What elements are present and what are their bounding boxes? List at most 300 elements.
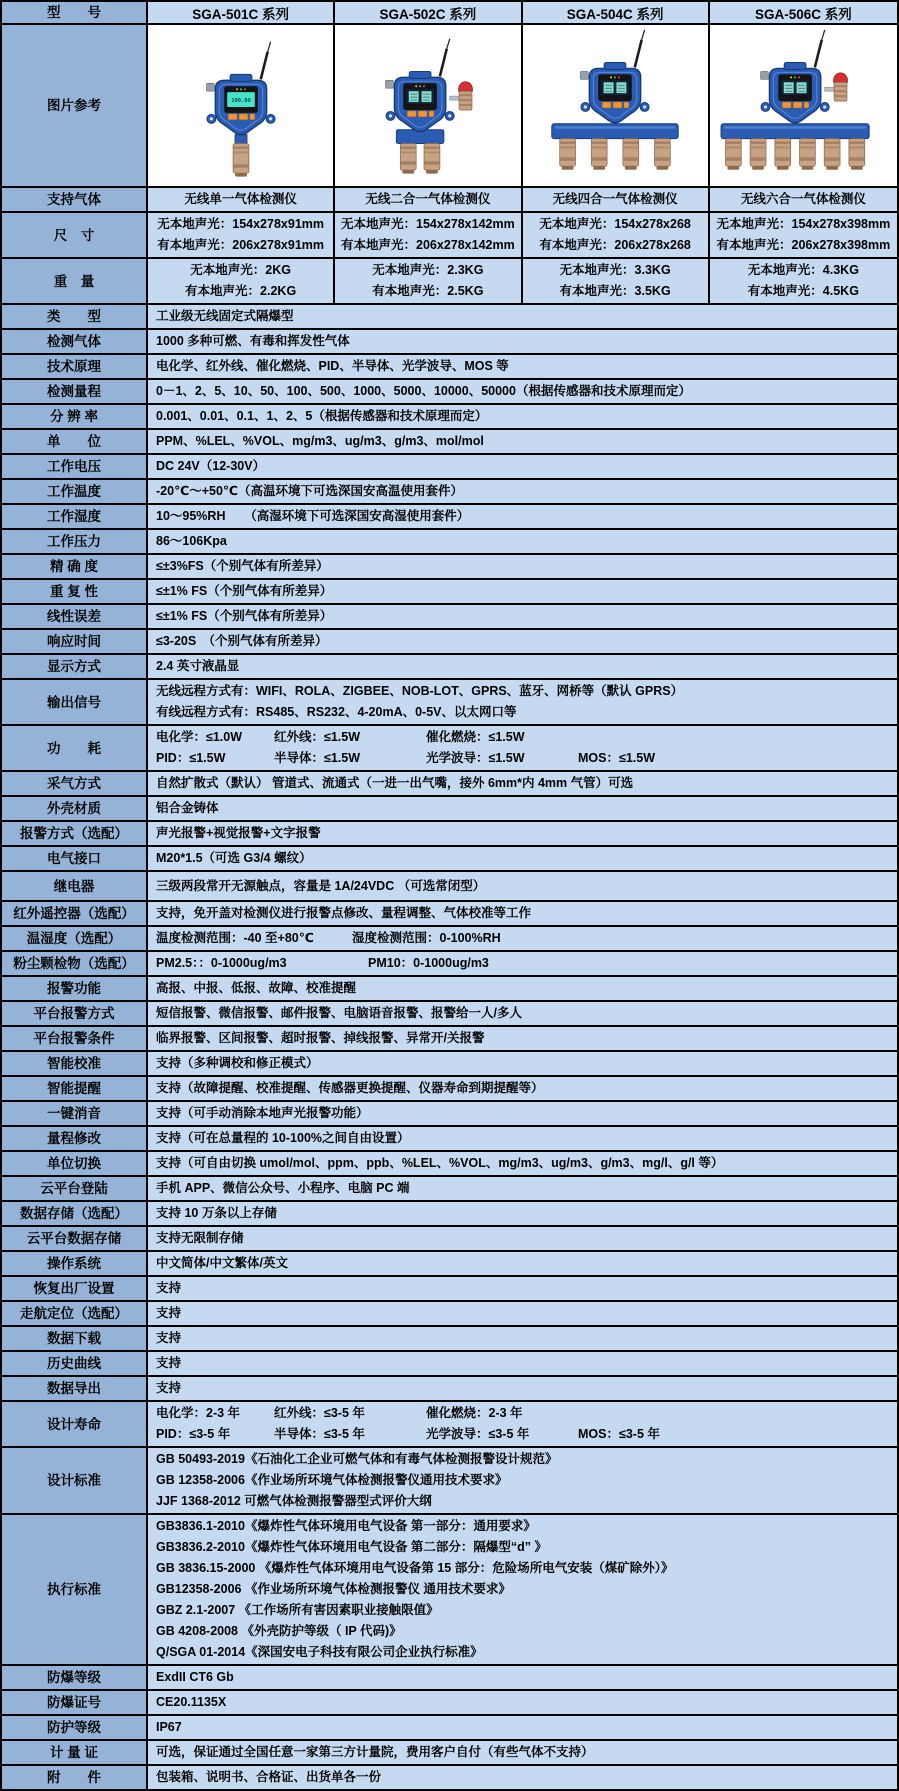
- value-segment: 手机 APP、微信公众号、小程序、电脑 PC 端: [156, 1181, 410, 1195]
- value-segment: GB 12358-2006《作业场所环境气体检测报警仪通用技术要求》: [156, 1473, 508, 1487]
- value-line: [156, 556, 329, 577]
- value-cell-explosion-proof-grade: [148, 1666, 897, 1689]
- spec-row-repeatability: [2, 580, 897, 605]
- antenna-icon: [635, 40, 642, 68]
- value-cell-weight-model-2: [335, 259, 522, 303]
- value-cell-cloud-login: [148, 1177, 897, 1200]
- row-label-support-gas: 支持气体: [2, 188, 148, 211]
- value-cell-working-humidity: [148, 505, 897, 528]
- spec-row-ir-remote: [2, 902, 897, 927]
- value-line: [156, 848, 312, 869]
- value-segment: 支持: [156, 1331, 182, 1345]
- row-label-explosion-proof-cert: 防爆证号: [2, 1691, 148, 1714]
- spec-row-cloud-storage: [2, 1227, 897, 1252]
- value-cell-alarm-mode: [148, 822, 897, 845]
- spec-row-explosion-proof-cert: [2, 1691, 897, 1716]
- spec-row-linearity-error: [2, 605, 897, 630]
- spec-row-os: [2, 1252, 897, 1277]
- row-label-alarm-mode: 报警方式（选配）: [2, 822, 148, 845]
- value-cell-display-mode: [148, 655, 897, 678]
- spec-row-factory-reset: [2, 1277, 897, 1302]
- detector-illustration-SGA-501C: [148, 27, 334, 186]
- model-name-sga-501c: SGA-501C 系列: [148, 2, 335, 23]
- value-segment: DC 24V（12-30V）: [156, 459, 266, 473]
- spec-row-unit: [2, 430, 897, 455]
- value-line: [156, 1621, 402, 1642]
- row-label-shell-material: 外壳材质: [2, 797, 148, 820]
- value-line: [156, 656, 239, 677]
- value-cell-factory-reset: [148, 1277, 897, 1300]
- value-cell-temp-humidity: [148, 927, 897, 950]
- row-label-dimensions: 尺 寸: [2, 213, 148, 257]
- row-label-temp-humidity: 温湿度（选配）: [2, 927, 148, 950]
- value-line: 有本地声光：206x278x91mm: [157, 238, 324, 252]
- spec-row-shell-material: [2, 797, 897, 822]
- spec-row-tech-principle: [2, 355, 897, 380]
- value-line: 有本地声光：2.2KG: [185, 284, 297, 298]
- value-segment: GB12358-2006 《作业场所环境气体检测报警仪 通用技术要求》: [156, 1582, 511, 1596]
- value-line: [156, 1558, 673, 1579]
- value-segment: GB 4208-2008 《外壳防护等级（ IP 代码)》: [156, 1624, 402, 1638]
- value-segment: CE20.1135X: [156, 1695, 227, 1709]
- spec-row-dimensions: [2, 213, 897, 259]
- row-label-navigation-location: 走航定位（选配）: [2, 1302, 148, 1325]
- row-label-range-modify: 量程修改: [2, 1127, 148, 1150]
- value-segment: 10～95%RH （高湿环境下可选深国安高湿使用套件）: [156, 509, 470, 523]
- spec-row-unit-switch: [2, 1152, 897, 1177]
- value-line: 无线二合一气体检测仪: [365, 192, 491, 206]
- value-line: 无线四合一气体检测仪: [552, 192, 678, 206]
- spec-row-support-gas: [2, 188, 897, 213]
- value-cell-type: [148, 305, 897, 328]
- value-cell-dimensions-model-3: [523, 213, 710, 257]
- value-segment: ≤±3%FS（个别气体有所差异）: [156, 559, 329, 573]
- value-line: 有本地声光：206x278x142mm: [341, 238, 515, 252]
- value-segment: 电化学、红外线、催化燃烧、PID、半导体、光学波导、MOS 等: [156, 359, 509, 373]
- row-label-detect-gas: 检测气体: [2, 330, 148, 353]
- value-line: [156, 431, 484, 452]
- row-label-working-temp: 工作温度: [2, 480, 148, 503]
- value-line: [156, 1378, 181, 1399]
- value-line: 无本地声光：2KG: [190, 263, 291, 277]
- value-cell-accuracy: [148, 555, 897, 578]
- row-label-data-storage: 数据存储（选配）: [2, 1202, 148, 1225]
- value-line: 有本地声光：3.5KG: [559, 284, 671, 298]
- value-cell-support-gas-model-3: [523, 188, 710, 211]
- value-cell-working-temp: [148, 480, 897, 503]
- value-cell-platform-alarm-condition: [148, 1027, 897, 1050]
- spec-row-working-humidity: [2, 505, 897, 530]
- detector-image-cell-2: [335, 25, 522, 186]
- value-segment: GBZ 2.1-2007 《工作场所有害因素职业接触限值》: [156, 1603, 439, 1617]
- value-segment: PM2.5：：0-1000ug/m3: [156, 956, 287, 970]
- value-segment: 86～106Kpa: [156, 534, 227, 548]
- spec-row-alarm-mode: [2, 822, 897, 847]
- value-cell-design-standard: [148, 1448, 897, 1513]
- spec-row-one-key-mute: [2, 1102, 897, 1127]
- row-label-history-curve: 历史曲线: [2, 1352, 148, 1375]
- value-segment: M20*1.5（可选 G3/4 螺纹）: [156, 851, 312, 865]
- value-segment: 支持: [156, 1381, 182, 1395]
- antenna-icon: [260, 52, 267, 80]
- value-line: [156, 1470, 507, 1491]
- value-line: [156, 331, 350, 352]
- value-segment: 支持（故障提醒、校准提醒、传感器更换提醒、仪器寿命到期提醒等）: [156, 1081, 544, 1095]
- value-line: 有本地声光：4.5KG: [747, 284, 859, 298]
- value-segment: ExdII CT6 Gb: [156, 1670, 234, 1684]
- row-label-cloud-login: 云平台登陆: [2, 1177, 148, 1200]
- value-cell-execution-standard: [148, 1515, 897, 1664]
- spec-row-data-storage: [2, 1202, 897, 1227]
- value-cell-cloud-storage: [148, 1227, 897, 1250]
- spec-row-sampling-mode: [2, 772, 897, 797]
- row-label-design-standard: 设计标准: [2, 1448, 148, 1513]
- header-row: [2, 2, 897, 25]
- value-cell-support-gas-model-1: [148, 188, 335, 211]
- value-line: 无本地声光：4.3KG: [747, 263, 859, 277]
- value-cell-data-storage: [148, 1202, 897, 1225]
- value-segment: PPM、%LEL、%VOL、mg/m3、ug/m3、g/m3、mol/mol: [156, 434, 484, 448]
- spec-row-navigation-location: [2, 1302, 897, 1327]
- value-segment: 支持（多种调校和修正模式）: [156, 1056, 319, 1070]
- row-label-working-humidity: 工作湿度: [2, 505, 148, 528]
- value-line: [156, 798, 219, 819]
- detector-image-cell-3: [523, 25, 710, 186]
- spec-row-resolution: [2, 405, 897, 430]
- value-line: [156, 506, 469, 527]
- value-cell-range-modify: [148, 1127, 897, 1150]
- value-cell-alarm-function: [148, 977, 897, 1000]
- row-label-resolution: 分 辨 率: [2, 405, 148, 428]
- value-segment: 支持（可在总量程的 10-100%之间自由设置）: [156, 1131, 410, 1145]
- spec-row-power-consumption: [2, 726, 897, 772]
- value-segment: IP67: [156, 1720, 182, 1734]
- value-line: [156, 1667, 234, 1688]
- value-line: [156, 1328, 181, 1349]
- value-segment: 自然扩散式（默认） 管道式、流通式（一进一出气嘴，接外 6mm*内 4mm 气管）可选: [156, 776, 634, 790]
- row-label-factory-reset: 恢复出厂设置: [2, 1277, 148, 1300]
- row-label-display-mode: 显示方式: [2, 655, 148, 678]
- value-line: [156, 1128, 410, 1149]
- value-line: [156, 1053, 319, 1074]
- row-label-unit-switch: 单位切换: [2, 1152, 148, 1175]
- value-line: [156, 1742, 594, 1763]
- value-line: [156, 306, 294, 327]
- row-label-explosion-proof-grade: 防爆等级: [2, 1666, 148, 1689]
- alarm-beacon-icon: [450, 82, 473, 110]
- value-cell-support-gas-model-4: [710, 188, 897, 211]
- value-line: [156, 1003, 522, 1024]
- spec-row-data-download: [2, 1327, 897, 1352]
- value-cell-resolution: [148, 405, 897, 428]
- row-label-detect-range: 检测量程: [2, 380, 148, 403]
- value-line: [156, 1103, 369, 1124]
- value-line: [156, 1579, 511, 1600]
- value-cell-dust-particles: [148, 952, 897, 975]
- value-segment: ≤3-20S （个别气体有所差异）: [156, 634, 328, 648]
- value-cell-data-download: [148, 1327, 897, 1350]
- spec-row-design-standard: [2, 1448, 897, 1515]
- value-segment: 支持（可自由切换 umol/mol、ppm、ppb、%LEL、%VOL、mg/m3、ug/m3、g/m3、mg/l、g/l 等）: [156, 1156, 724, 1170]
- row-label-smart-reminder: 智能提醒: [2, 1077, 148, 1100]
- value-segment: 光学波导：≤1.5W: [426, 751, 525, 765]
- spec-row-type: [2, 305, 897, 330]
- spec-row-smart-calibration: [2, 1052, 897, 1077]
- row-label-accuracy: 精 确 度: [2, 555, 148, 578]
- value-line: 无线六合一气体检测仪: [740, 192, 866, 206]
- spec-row-electrical-interface: [2, 847, 897, 872]
- value-segment: GB3836.2-2010《爆炸性气体环境用电气设备 第二部分：隔爆型“d” 》: [156, 1540, 548, 1554]
- value-line: [156, 1253, 288, 1274]
- value-line: [156, 876, 485, 897]
- value-cell-protection-grade: [148, 1716, 897, 1739]
- spec-row-history-curve: [2, 1352, 897, 1377]
- row-label-sampling-mode: 采气方式: [2, 772, 148, 795]
- value-segment: 支持: [156, 1281, 182, 1295]
- row-label-alarm-function: 报警功能: [2, 977, 148, 1000]
- value-line: 无本地声光：3.3KG: [559, 263, 671, 277]
- value-segment: 支持（可手动消除本地声光报警功能）: [156, 1106, 369, 1120]
- value-line: [156, 903, 531, 924]
- spec-row-response-time: [2, 630, 897, 655]
- row-label-ir-remote: 红外遥控器（选配）: [2, 902, 148, 925]
- spec-row-output-signal: [2, 680, 897, 726]
- detector-image-cell-1: [148, 25, 335, 186]
- spec-row-smart-reminder: [2, 1077, 897, 1102]
- value-segment: 电化学：2-3 年: [156, 1406, 241, 1420]
- image-row-label: 图片参考: [2, 25, 148, 186]
- value-cell-ir-remote: [148, 902, 897, 925]
- spec-row-platform-alarm-mode: [2, 1002, 897, 1027]
- value-cell-weight-model-1: [148, 259, 335, 303]
- value-cell-dimensions-model-1: [148, 213, 335, 257]
- value-line: [156, 1228, 244, 1249]
- spec-row-protection-grade: [2, 1716, 897, 1741]
- value-cell-dimensions-model-4: [710, 213, 897, 257]
- value-segment: 半导体：≤3-5 年: [274, 1427, 365, 1441]
- value-segment: 高报、中报、低报、故障、校准提醒: [156, 981, 357, 995]
- spec-row-detect-gas: [2, 330, 897, 355]
- value-cell-smart-calibration: [148, 1052, 897, 1075]
- value-line: 有本地声光：2.5KG: [372, 284, 484, 298]
- value-cell-detect-gas: [148, 330, 897, 353]
- value-cell-response-time: [148, 630, 897, 653]
- value-line: 无本地声光：154x278x91mm: [157, 217, 324, 231]
- row-label-dust-particles: 粉尘颗检物（选配）: [2, 952, 148, 975]
- value-cell-accessories: [148, 1766, 897, 1789]
- row-label-execution-standard: 执行标准: [2, 1515, 148, 1664]
- row-label-os: 操作系统: [2, 1252, 148, 1275]
- value-line: 无本地声光：2.3KG: [372, 263, 484, 277]
- row-label-electrical-interface: 电气接口: [2, 847, 148, 870]
- row-label-weight: 重 量: [2, 259, 148, 303]
- spec-row-accessories: [2, 1766, 897, 1789]
- spec-row-working-pressure: [2, 530, 897, 555]
- value-segment: 0－1、2、5、10、50、100、500、1000、5000、10000、50000（根据传感器和技术原理而定）: [156, 384, 691, 398]
- value-cell-unit: [148, 430, 897, 453]
- value-cell-linearity-error: [148, 605, 897, 628]
- value-segment: ≤±1% FS（个别气体有所差异）: [156, 609, 333, 623]
- value-line: 有本地声光：206x278x398mm: [716, 238, 891, 252]
- value-line: [156, 456, 265, 477]
- row-label-relay: 继电器: [2, 872, 148, 900]
- value-line: [156, 1203, 277, 1224]
- value-line: [156, 1767, 381, 1788]
- value-cell-working-voltage: [148, 455, 897, 478]
- row-label-linearity-error: 线性误差: [2, 605, 148, 628]
- value-segment: 三级两段常开无源触点，容量是 1A/24VDC （可选常闭型）: [156, 878, 486, 893]
- model-name-sga-502c: SGA-502C 系列: [335, 2, 522, 23]
- value-line: [156, 1153, 723, 1174]
- value-segment: 中文简体/中文繁体/英文: [156, 1256, 288, 1270]
- value-line: [156, 1717, 182, 1738]
- spec-row-platform-alarm-condition: [2, 1027, 897, 1052]
- spec-row-display-mode: [2, 655, 897, 680]
- value-cell-tech-principle: [148, 355, 897, 378]
- detector-illustration-SGA-502C: [335, 27, 521, 186]
- spec-row-explosion-proof-grade: [2, 1666, 897, 1691]
- value-cell-output-signal: [148, 680, 897, 724]
- value-segment: JJF 1368-2012 可燃气体检测报警器型式评价大纲: [156, 1494, 432, 1508]
- spec-row-cloud-login: [2, 1177, 897, 1202]
- value-cell-platform-alarm-mode: [148, 1002, 897, 1025]
- value-line: [156, 1028, 484, 1049]
- value-line: [156, 356, 509, 377]
- value-cell-design-life: [148, 1402, 897, 1446]
- value-segment: PID：≤3-5 年: [156, 1427, 231, 1441]
- alarm-beacon-icon: [825, 73, 848, 101]
- row-label-one-key-mute: 一键消音: [2, 1102, 148, 1125]
- value-line: [156, 606, 332, 627]
- value-line: 有本地声光：206x278x268: [539, 238, 691, 252]
- value-line: [156, 953, 489, 974]
- image-row: [2, 25, 897, 188]
- row-label-repeatability: 重 复 性: [2, 580, 148, 603]
- value-cell-shell-material: [148, 797, 897, 820]
- spec-row-data-export: [2, 1377, 897, 1402]
- value-line: [156, 1424, 660, 1445]
- value-line: [156, 1178, 410, 1199]
- row-label-accessories: 附 件: [2, 1766, 148, 1789]
- value-segment: 半导体：≤1.5W: [274, 751, 361, 765]
- value-segment: 工业级无线固定式隔爆型: [156, 309, 294, 323]
- value-line: [156, 1278, 181, 1299]
- spec-rows-container: [2, 188, 897, 1789]
- value-cell-one-key-mute: [148, 1102, 897, 1125]
- value-line: 无本地声光：154x278x268: [539, 217, 691, 231]
- value-segment: MOS：≤1.5W: [578, 751, 656, 765]
- value-segment: 可选，保证通过全国任意一家第三方计量院，费用客户自付（有些气体不支持）: [156, 1745, 594, 1759]
- spec-row-metering-cert: [2, 1741, 897, 1766]
- value-segment: 包装箱、说明书、合格证、出货单各一份: [156, 1770, 382, 1784]
- value-segment: 支持无限制存储: [156, 1231, 244, 1245]
- value-segment: 短信报警、微信报警、邮件报警、电脑语音报警、报警给一人/多人: [156, 1006, 522, 1020]
- value-segment: 1000 多种可燃、有毒和挥发性气体: [156, 334, 350, 348]
- value-cell-data-export: [148, 1377, 897, 1400]
- value-line: [156, 702, 517, 723]
- spec-row-working-temp: [2, 480, 897, 505]
- value-segment: 2.4 英寸液晶显: [156, 659, 240, 673]
- value-segment: 支持: [156, 1306, 182, 1320]
- value-line: 无本地声光：154x278x398mm: [716, 217, 891, 231]
- value-line: [156, 773, 633, 794]
- value-segment: 红外线：≤3-5 年: [274, 1406, 365, 1420]
- value-segment: 支持，免开盖对检测仪进行报警点修改、量程调整、气体校准等工作: [156, 906, 532, 920]
- value-segment: 声光报警+视觉报警+文字报警: [156, 826, 321, 840]
- value-cell-navigation-location: [148, 1302, 897, 1325]
- value-line: [156, 823, 321, 844]
- row-label-output-signal: 输出信号: [2, 680, 148, 724]
- row-label-working-pressure: 工作压力: [2, 530, 148, 553]
- value-line: [156, 531, 227, 552]
- value-segment: 湿度检测范围：0-100%RH: [352, 931, 501, 945]
- row-label-response-time: 响应时间: [2, 630, 148, 653]
- row-label-cloud-storage: 云平台数据存储: [2, 1227, 148, 1250]
- row-label-smart-calibration: 智能校准: [2, 1052, 148, 1075]
- value-segment: PID：≤1.5W: [156, 751, 226, 765]
- value-line: [156, 1353, 181, 1374]
- value-line: 无本地声光：154x278x142mm: [341, 217, 515, 231]
- value-cell-os: [148, 1252, 897, 1275]
- spec-row-range-modify: [2, 1127, 897, 1152]
- value-cell-sampling-mode: [148, 772, 897, 795]
- value-segment: 无线远程方式有：WIFI、ROLA、ZIGBEE、NOB-LOT、GPRS、蓝牙、网桥等（默认 GPRS）: [156, 684, 684, 698]
- value-segment: MOS：≤3-5 年: [578, 1427, 660, 1441]
- value-segment: 催化燃烧：≤1.5W: [426, 730, 525, 744]
- value-cell-weight-model-4: [710, 259, 897, 303]
- row-label-data-export: 数据导出: [2, 1377, 148, 1400]
- value-line: [156, 581, 332, 602]
- row-label-data-download: 数据下载: [2, 1327, 148, 1350]
- value-segment: 支持 10 万条以上存储: [156, 1206, 277, 1220]
- value-line: [156, 1403, 578, 1424]
- value-segment: ≤±1% FS（个别气体有所差异）: [156, 584, 333, 598]
- value-segment: GB 3836.15-2000 《爆炸性气体环境用电气设备第 15 部分：危险场所电气安装（煤矿除外）》: [156, 1561, 674, 1575]
- value-segment: 温度检测范围：-40 至+80℃: [156, 931, 314, 945]
- value-line: [156, 1692, 226, 1713]
- row-label-power-consumption: 功 耗: [2, 726, 148, 770]
- value-line: [156, 1449, 557, 1470]
- row-label-metering-cert: 计 量 证: [2, 1741, 148, 1764]
- value-segment: 光学波导：≤3-5 年: [426, 1427, 530, 1441]
- row-label-tech-principle: 技术原理: [2, 355, 148, 378]
- spec-row-temp-humidity: [2, 927, 897, 952]
- value-segment: 临界报警、区间报警、超时报警、掉线报警、异常开/关报警: [156, 1031, 485, 1045]
- model-name-sga-504c: SGA-504C 系列: [523, 2, 710, 23]
- value-cell-relay: [148, 872, 897, 900]
- value-cell-working-pressure: [148, 530, 897, 553]
- value-cell-dimensions-model-2: [335, 213, 522, 257]
- row-label-platform-alarm-condition: 平台报警条件: [2, 1027, 148, 1050]
- value-line: [156, 928, 501, 949]
- detector-image-cell-4: [710, 25, 897, 186]
- value-segment: 电化学：≤1.0W: [156, 730, 243, 744]
- value-cell-weight-model-3: [523, 259, 710, 303]
- detector-illustration-SGA-504C: [523, 27, 709, 186]
- value-segment: GB3836.1-2010《爆炸性气体环境用电气设备 第一部分：通用要求》: [156, 1519, 536, 1533]
- antenna-icon: [440, 49, 447, 77]
- spec-row-design-life: [2, 1402, 897, 1448]
- value-line: [156, 1078, 544, 1099]
- value-cell-metering-cert: [148, 1741, 897, 1764]
- spec-row-execution-standard: [2, 1515, 897, 1666]
- value-segment: PM10：0-1000ug/m3: [368, 956, 489, 970]
- value-line: [156, 631, 327, 652]
- spec-row-detect-range: [2, 380, 897, 405]
- value-line: [156, 1600, 439, 1621]
- value-segment: 铝合金铸体: [156, 801, 219, 815]
- row-label-design-life: 设计寿命: [2, 1402, 148, 1446]
